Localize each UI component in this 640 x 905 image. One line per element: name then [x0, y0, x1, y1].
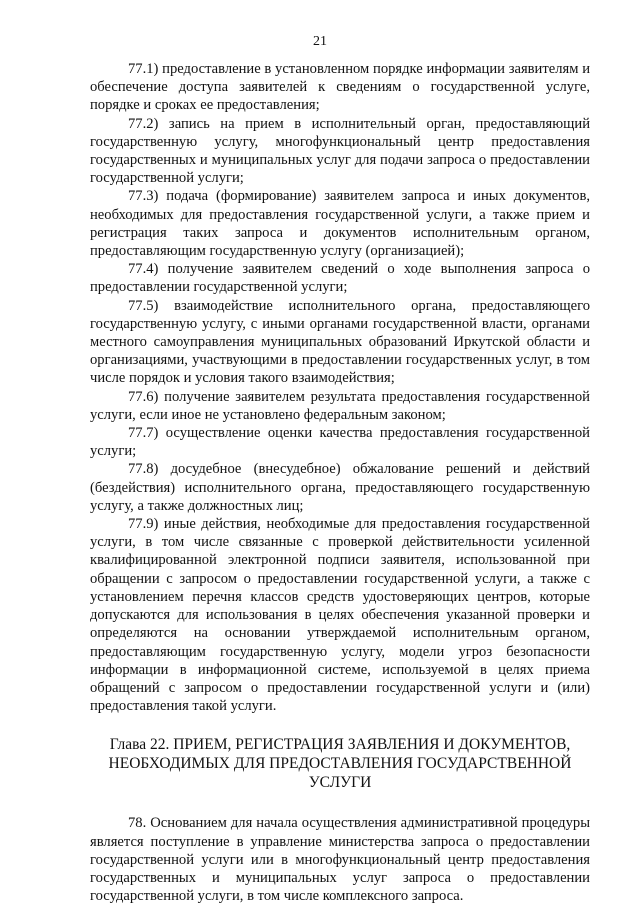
- chapter-heading: Глава 22. ПРИЕМ, РЕГИСТРАЦИЯ ЗАЯВЛЕНИЯ И ДОКУМЕНТОВ, НЕОБХОДИМЫХ ДЛЯ ПРЕДОСТАВЛЕНИЯ ГОСУДАРСТВЕННОЙ УСЛУГИ: [108, 736, 572, 792]
- paragraph-77-3: 77.3) подача (формирование) заявителем запроса и иных документов, необходимых для предоставления государственной услуги, а также прием и регистрация таких запроса и документов исполнительным органом, предоставляющим государственную услугу (организацией);: [90, 188, 590, 260]
- paragraph-77-5: 77.5) взаимодействие исполнительного органа, предоставляющего государственную услугу, с иными органами государственной власти, органами местного самоуправления муниципальных образований Иркутской области и организациями, участвующими в предоставлении государственных услуг, в том числе порядок и условия такого взаимодействия;: [90, 297, 590, 387]
- page-number: 21: [313, 34, 327, 49]
- paragraph-77-7: 77.7) осуществление оценки качества предоставления государственной услуги;: [90, 425, 590, 460]
- paragraph-77-6: 77.6) получение заявителем результата предоставления государственной услуги, если иное не установлено федеральным законом;: [90, 388, 590, 423]
- paragraph-77-2: 77.2) запись на прием в исполнительный орган, предоставляющий государственную услугу, многофункциональный центр предоставления государственных и муниципальных услуг для подачи запроса о предоставлении государственной услуги;: [90, 115, 590, 187]
- document-body: [90, 60, 590, 905]
- paragraph-77-8: 77.8) досудебное (внесудебное) обжалование решений и действий (бездействия) исполнительного органа, предоставляющего государственную услугу, а также должностных лиц;: [90, 461, 590, 514]
- paragraph-77-4: 77.4) получение заявителем сведений о ходе выполнения запроса о предоставлении государственной услуги;: [90, 261, 590, 296]
- paragraph-77-9: 77.9) иные действия, необходимые для предоставления государственной услуги, в том числе связанные с проверкой действительности усиленной квалифицированной электронной подписи заявителя, использованной при обращении с запросом о предоставлении государственной услуги, а также с установлением перечня классов средств удостоверяющих центров, которые допускаются для использования в целях обеспечения указанной проверки и определяются на основании утверждаемой исполнительным органом, предоставляющим государственную услугу, модели угроз безопасности информации в информационной системе, используемой в целях приема обращений с запросом о предоставлении государственной услуги и (или) предоставления такой услуги.: [90, 516, 590, 715]
- paragraph-77-1: 77.1) предоставление в установленном порядке информации заявителям и обеспечение доступа заявителей к сведениям о государственной услуге, порядке и сроках ее предоставления;: [90, 61, 590, 114]
- paragraph-78: 78. Основанием для начала осуществления административной процедуры является поступление в управление министерства запроса о предоставлении государственной услуги или в многофункциональный центр предоставления государственных и муниципальных услуг запроса о предоставлении государственной услуги, в том числе комплексного запроса.: [90, 815, 590, 905]
